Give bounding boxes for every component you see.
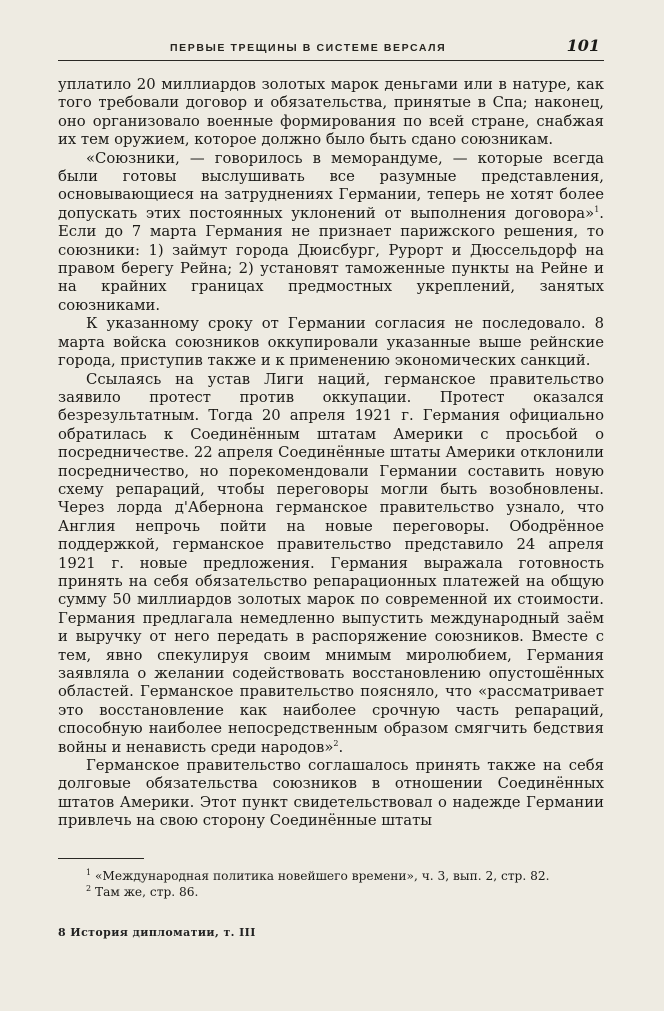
printer-signature: 8 История дипломатии, т. III bbox=[58, 926, 256, 939]
footnote-2 bbox=[58, 884, 604, 900]
paragraph-1: уплатило 20 миллиардов золотых марок деньгами или в натуре, как того требовали договор и обязательства, принятые в Спа; наконец, оно организовало военные формирования по всей стране, снабжая их тем оружием, которое должно было быть сдано союзникам. bbox=[58, 76, 604, 149]
paragraph-4-part-a: Ссылаясь на устав Лиги наций, германское правительство заявило протест против оккупации. Протест оказался безрезультатным. Тогда 20 апреля 1921 г. Германия официально обратилась к Соединённым штатам Америки с просьбой о посредничестве. 22 апреля Соединённые штаты Америки отклонили посредничество, но порекомендовали Германии составить новую схему репараций, чтобы переговоры могли быть возобновлены. Через лорда д'Абернона германское правительство узнало, что Англия непрочь пойти на новые переговоры. Ободрённое поддержкой, германское правительство представило 24 апреля 1921 г. новые предложения. Германия выражала готовность принять на себя обязательство репарационных платежей на общую сумму 50 миллиардов золотых марок по современной их стоимости. Германия предлагала немедленно выпустить международный заём и выручку от него передать в распоряжение союзников. Вместе с тем, явно спекулируя своим мнимым миролюбием, Германия заявляла о желании содействовать восстановлению опустошённых областей. Германское правительство поясняло, что «рассматривает это восстановление как наиболее срочную часть репараций, способную наиболее непосредственным образом смягчить бедствия войны и ненависть среди народов» bbox=[58, 370, 604, 756]
paragraph-5: Германское правительство соглашалось принять также на себя долговые обязательства союзников в отношении Соединённых штатов Америки. Этот пункт свидетельствовал о надежде Германии привлечь на свою сторону Соединённые штаты bbox=[58, 757, 604, 830]
page-header bbox=[58, 36, 604, 61]
footnote-1-mark: 1 bbox=[86, 867, 92, 877]
footnote-1 bbox=[58, 868, 604, 884]
paragraph-2-part-b: . Если до 7 марта Германия не признает парижского решения, то союзники: 1) займут города Дюисбург, Рурорт и Дюссельдорф на правом берегу Рейна; 2) установят таможенные пункты на Рейне и на крайних границах предмостных укреплений, занятых союзниками. bbox=[58, 204, 604, 314]
footnote-1-text: «Международная политика новейшего времени», ч. 3, вып. 2, стр. 82. bbox=[91, 869, 550, 883]
running-head: ПЕРВЫЕ ТРЕЩИНЫ В СИСТЕМЕ ВЕРСАЛЯ bbox=[170, 42, 447, 54]
footnote-2-mark: 2 bbox=[86, 883, 92, 893]
page-number: 101 bbox=[566, 36, 600, 55]
footnote-ref-2: 2 bbox=[333, 738, 339, 748]
paragraph-2 bbox=[58, 150, 604, 316]
paragraph-4 bbox=[58, 371, 604, 758]
paragraph-2-part-a: «Союзники, — говорилось в меморандуме, — которые всегда были готовы выслушивать все разумные представления, основывающиеся на затруднениях Германии, теперь не хотят более допускать этих постоянных уклонений от выполнения договора» bbox=[58, 149, 604, 222]
body-text bbox=[58, 76, 604, 831]
footnote-ref-1: 1 bbox=[594, 204, 600, 214]
footnotes bbox=[58, 868, 604, 900]
paragraph-4-part-b: . bbox=[338, 738, 344, 756]
paragraph-3: К указанному сроку от Германии согласия не последовало. 8 марта войска союзников оккупировали указанные выше рейнские города, приступив также и к применению экономических санкций. bbox=[58, 315, 604, 370]
footnote-divider bbox=[58, 858, 144, 859]
footnote-2-text: Там же, стр. 86. bbox=[91, 885, 199, 899]
